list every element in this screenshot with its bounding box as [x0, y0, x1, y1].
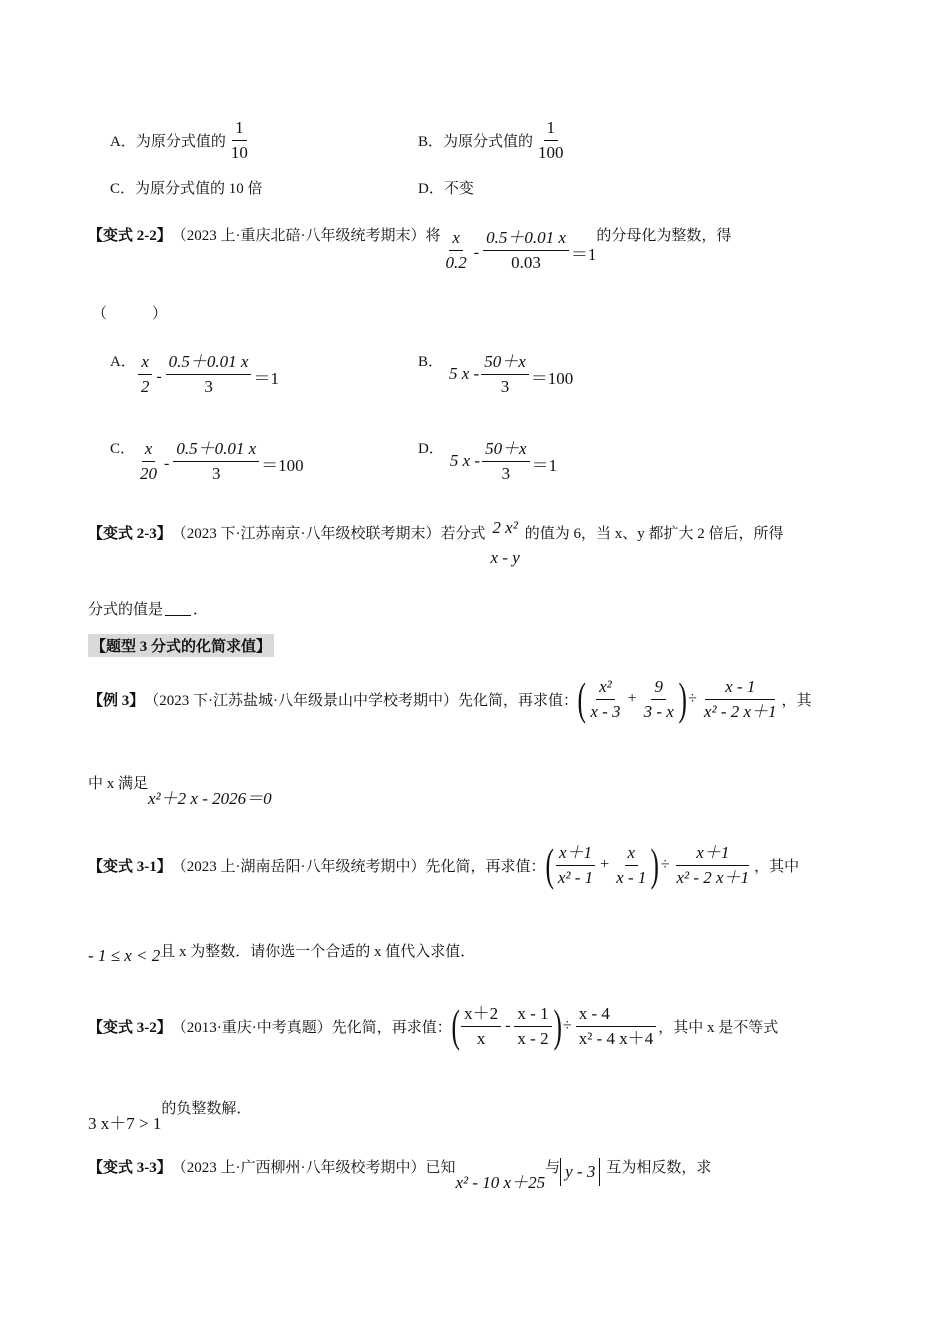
denominator: 3 [500, 377, 510, 396]
denominator: 3 - x [643, 701, 674, 721]
denominator: x² - 1 [557, 867, 594, 887]
question-tag: 【变式 3-1】 [88, 858, 172, 875]
denominator: 3 [501, 464, 511, 483]
operator: ÷ [562, 1017, 572, 1034]
operator: ÷ [660, 856, 670, 873]
numerator: 0.5＋0.01 x [483, 228, 569, 251]
answer-blank: （ ） [92, 306, 168, 322]
equation-rhs: ＝100 [261, 456, 304, 475]
numerator: 50＋x [482, 439, 530, 462]
fraction [641, 677, 677, 722]
equation: x²＋2 x - 2026＝0 [148, 789, 272, 808]
question-source: （2023 下·江苏盐城·八年级景山中学校考期中）先化简，再求值： [144, 692, 579, 709]
question-source: （2023 上·湖南岳阳·八年级统考期中）先化简，再求值： [171, 858, 546, 875]
option-label: A． [110, 354, 136, 370]
question-3-2-line2 [88, 1097, 251, 1134]
option-label: D． [418, 441, 444, 457]
fraction [483, 228, 569, 273]
question-source: （2023 下·江苏南京·八年级校联考期末）若分式 [171, 526, 486, 542]
operator: + [627, 690, 637, 707]
option-text: 为原分式值的 10 倍 [135, 181, 263, 197]
left-paren: ( [577, 673, 586, 724]
option-label: B． [418, 134, 444, 150]
fraction [461, 1004, 501, 1049]
question-3-3 [88, 1156, 711, 1193]
numerator: x - 1 [705, 677, 775, 700]
option-c: C． $\frac{x}{20}$ - $\frac{0.5+0.01 x}{3}$ ＝100 [110, 439, 304, 483]
question-text: 中 x 满足 [88, 776, 149, 792]
inequality: 3 x＋7 > 1 [88, 1114, 162, 1133]
numerator: x＋1 [556, 843, 595, 866]
question-text: 与 [545, 1160, 561, 1176]
fraction [535, 118, 567, 163]
fraction [613, 843, 649, 888]
fraction [674, 843, 753, 888]
numerator: x - 4 [576, 1004, 657, 1027]
question-2-3 [88, 518, 784, 568]
expression: 5 x - [449, 364, 480, 383]
denominator: 3 [211, 464, 221, 483]
fraction [166, 352, 252, 397]
section-heading [88, 634, 274, 657]
fraction [173, 439, 259, 484]
option-label: C． [110, 181, 136, 197]
fraction [488, 518, 523, 568]
question-text: ，其中 [754, 858, 800, 875]
question-2-3-line2 [88, 598, 208, 619]
option-label: B． [418, 354, 444, 370]
expression: 5 x - [449, 451, 481, 470]
right-paren: ) [678, 673, 687, 724]
numerator: x [142, 439, 156, 462]
numerator: x＋2 [461, 1004, 501, 1027]
numerator: x [138, 352, 152, 375]
equation-rhs: ＝1 [570, 245, 597, 264]
option-text: 为原分式值的 [135, 134, 226, 150]
operator: ÷ [688, 690, 697, 707]
operator: - [473, 244, 480, 261]
numerator: x - 1 [514, 1004, 551, 1027]
question-text: 分式的值是 [88, 602, 164, 618]
denominator: x - 1 [616, 867, 647, 887]
option-label: D． [418, 181, 444, 197]
example-3-line2 [88, 772, 272, 808]
denominator: 3 [204, 377, 213, 396]
inequality: - 1 ≤ x < 2 [88, 946, 161, 965]
right-paren: ) [650, 839, 660, 890]
option-d [418, 177, 474, 198]
question-text: ，其中 x 是不等式 [658, 1019, 779, 1036]
option-c [110, 177, 263, 198]
question-tag: 【变式 2-2】 [88, 228, 172, 244]
question-tag: 【例 3】 [88, 692, 145, 709]
numerator: 1 [544, 118, 559, 141]
numerator: 9 [651, 677, 666, 700]
question-text: 的值为 6，当 x、y 都扩大 2 倍后，所得 [524, 526, 784, 542]
fraction [482, 439, 530, 484]
denominator: x - 2 [517, 1028, 549, 1048]
numerator: 1 [232, 118, 247, 141]
numerator: x [625, 843, 639, 866]
option-text: 为原分式值的 [443, 134, 534, 150]
right-paren: ) [553, 1000, 562, 1051]
question-text: 的负整数解． [161, 1101, 252, 1117]
fraction [587, 677, 623, 722]
option-a: A． $\frac{x}{2}$ - $\frac{0.5+0.01 x}{3}$ ＝1 [110, 352, 279, 396]
denominator: x² - 2 x＋1 [703, 701, 777, 721]
operator: - [505, 1017, 511, 1034]
numerator: 0.5＋0.01 x [166, 352, 252, 375]
equation-rhs: ＝100 [530, 369, 574, 388]
operator: + [600, 856, 610, 873]
question-text: ，其 [781, 692, 812, 709]
denominator: 0.03 [511, 253, 541, 272]
fraction [228, 118, 251, 163]
denominator: x [476, 1028, 486, 1048]
question-tag: 【变式 3-3】 [88, 1160, 172, 1176]
numerator: x [449, 228, 463, 251]
answer-blank[interactable] [165, 601, 191, 616]
denominator: x² - 2 x＋1 [676, 867, 750, 887]
section-title: 【题型 3 分式的化简求值】 [88, 634, 274, 657]
denominator: 10 [230, 143, 248, 162]
fraction [137, 439, 160, 484]
expression: x² - 10 x＋25 [455, 1173, 546, 1192]
denominator: 20 [140, 464, 158, 483]
equation-rhs: ＝1 [253, 369, 279, 388]
fraction [701, 677, 780, 722]
option-b [418, 350, 573, 397]
option-d [418, 437, 557, 484]
numerator: 2 x² [492, 518, 518, 537]
question-text: 互为相反数，求 [606, 1160, 712, 1176]
fraction [443, 228, 470, 273]
example-3 [88, 673, 812, 724]
fraction [138, 352, 153, 397]
denominator: x² - 4 x＋4 [578, 1028, 654, 1048]
fraction [481, 352, 529, 397]
fraction [576, 1004, 657, 1049]
question-tag: 【变式 2-3】 [88, 526, 172, 542]
option-a [110, 118, 253, 163]
denominator: 2 [140, 377, 150, 396]
question-text: 的分母化为整数，得 [596, 228, 732, 244]
question-3-1 [88, 839, 800, 890]
denominator: 100 [538, 143, 564, 162]
left-paren: ( [544, 839, 554, 890]
option-label: A． [110, 134, 136, 150]
question-text: ． [193, 602, 209, 618]
question-source: （2023 上·重庆北碚·八年级统考期末）将 [171, 228, 441, 244]
fraction [514, 1004, 551, 1049]
numerator: 50＋x [481, 352, 529, 375]
question-source: （2013·重庆·中考真题）先化简，再求值： [171, 1019, 452, 1036]
option-label: C． [110, 441, 136, 457]
equation-rhs: ＝1 [531, 456, 558, 475]
denominator: x - y [490, 548, 520, 567]
numerator: x² [596, 677, 615, 700]
denominator: x - 3 [590, 701, 621, 721]
question-tag: 【变式 3-2】 [88, 1019, 172, 1036]
left-paren: ( [451, 1000, 460, 1051]
numerator: 0.5＋0.01 x [173, 439, 259, 462]
absolute-value: y - 3 [560, 1158, 600, 1186]
question-3-2 [88, 1000, 779, 1051]
denominator: 0.2 [445, 253, 467, 272]
question-2-2 [88, 224, 731, 273]
fraction [555, 843, 596, 888]
question-text: 且 x 为整数．请你选一个合适的 x 值代入求值． [160, 944, 476, 960]
option-b [418, 118, 569, 163]
question-3-1-line2 [88, 940, 475, 966]
question-source: （2023 上·广西柳州·八年级校考期中）已知 [171, 1160, 456, 1176]
numerator: x＋1 [676, 843, 749, 866]
option-text: 不变 [443, 181, 474, 197]
answer-paren [92, 302, 167, 323]
